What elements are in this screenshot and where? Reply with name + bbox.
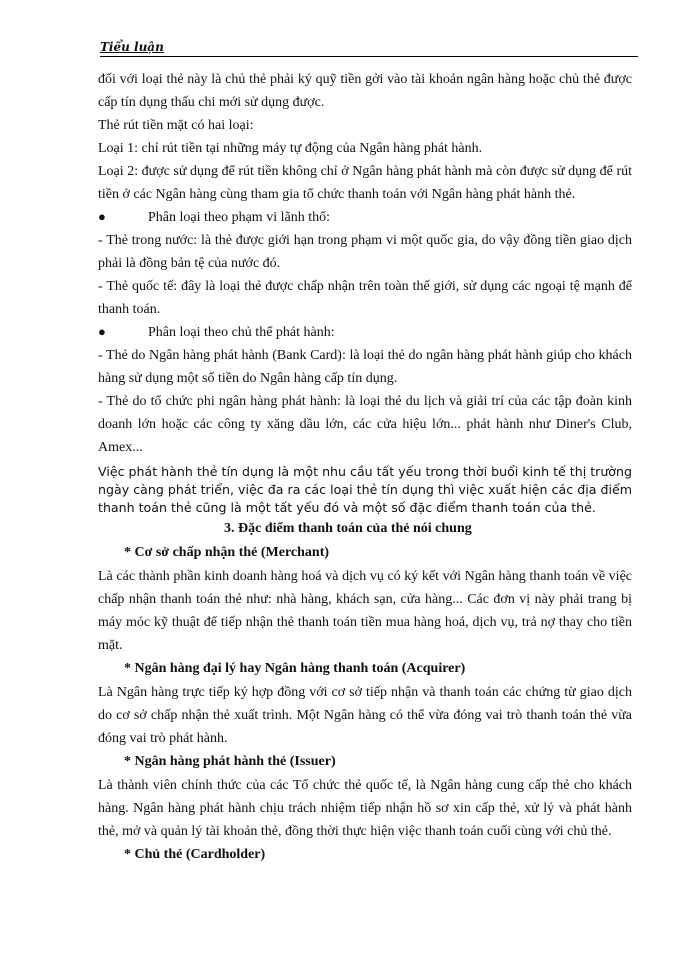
paragraph: - Thẻ quốc tế: đây là loại thẻ được chấp nhận trên toàn thế giới, sử dụng các ngoại tệ mạnh để thanh toán. [98,279,632,317]
document-body [98,68,632,867]
paragraph: Là các thành phần kinh doanh hàng hoá và dịch vụ có ký kết với Ngân hàng thanh toán về việc chấp nhận thanh toán thẻ như: nhà hàng, khách sạn, cửa hàng... Các đơn vị này phải trang bị máy móc kỹ thuật để tiếp nhận thẻ thanh toán tiền mua hàng hoá, dịch vụ, trả nợ thay cho tiền mặt. [98,569,632,653]
paragraph: - Thẻ do Ngân hàng phát hành (Bank Card): là loại thẻ do ngân hàng phát hành giúp cho khách hàng sử dụng một số tiền do Ngân hàng cấp tín dụng. [98,348,632,386]
paragraph: - Thẻ do tổ chức phi ngân hàng phát hành: là loại thẻ du lịch và giải trí của các tập đoàn kinh doanh lớn hoặc các công ty xăng dầu lớn, các cửa hiệu lớn... phát hành như Diner's Club, Amex... [98,394,632,455]
paragraph: Thẻ rút tiền mặt có hai loại: [98,118,254,133]
paragraph: Loại 2: được sử dụng để rút tiền không chỉ ở Ngân hàng phát hành mà còn được sử dụng để rút tiền ở các Ngân hàng cùng tham gia tổ chức thanh toán với Ngân hàng phát hành thẻ. [98,164,632,202]
bullet-icon: ● [98,324,106,339]
paragraph: Việc phát hành thẻ tín dụng là một nhu cầu tất yếu trong thời buổi kinh tế thị trường ngày càng phát triển, việc đa ra các loại thẻ tín dụng thì việc xuất hiện các địa điểm thanh toán thẻ cũng là một tất yếu đó và một số đặc điểm thanh toán của thẻ. [98,464,632,515]
bullet-item [98,206,632,229]
page-header [100,40,638,57]
section-heading: 3. Đặc điểm thanh toán của thẻ nói chung [224,521,472,536]
paragraph: Là Ngân hàng trực tiếp ký hợp đồng với cơ sở tiếp nhận và thanh toán các chứng từ giao dịch do cơ sở chấp nhận thẻ xuất trình. Một Ngân hàng có thể vừa đóng vai trò thanh toán thẻ vừa đóng vai trò phát hành. [98,685,632,746]
subheading-issuer: * Ngân hàng phát hành thẻ (Issuer) [124,754,336,769]
paragraph: Loại 1: chỉ rút tiền tại những máy tự động của Ngân hàng phát hành. [98,141,483,156]
bullet-text: Phân loại theo phạm vi lãnh thổ: [148,210,330,225]
subheading-merchant: * Cơ sở chấp nhận thẻ (Merchant) [124,545,330,560]
bullet-icon: ● [98,209,106,224]
subheading-cardholder: * Chủ thẻ (Cardholder) [124,847,266,862]
subheading-acquirer: * Ngân hàng đại lý hay Ngân hàng thanh toán (Acquirer) [124,661,466,676]
header-title: Tiểu luận [100,40,164,54]
paragraph: - Thẻ trong nước: là thẻ được giới hạn trong phạm vi một quốc gia, do vậy đồng tiền giao dịch phải là đồng bản tệ của nước đó. [98,233,632,271]
paragraph: Là thành viên chính thức của các Tổ chức thẻ quốc tế, là Ngân hàng cung cấp thẻ cho khách hàng. Ngân hàng phát hành chịu trách nhiệm tiếp nhận hồ sơ xin cấp thẻ, xử lý và phát hành thẻ, mở và quản lý tài khoản thẻ, đồng thời thực hiện việc thanh toán cuối cùng với chủ thẻ. [98,778,632,839]
bullet-item [98,321,632,344]
paragraph: đối với loại thẻ này là chủ thẻ phải ký quỹ tiền gởi vào tài khoản ngân hàng hoặc chủ thẻ được cấp tín dụng thấu chi mới sử dụng được. [98,72,632,110]
bullet-text: Phân loại theo chủ thể phát hành: [148,325,335,340]
